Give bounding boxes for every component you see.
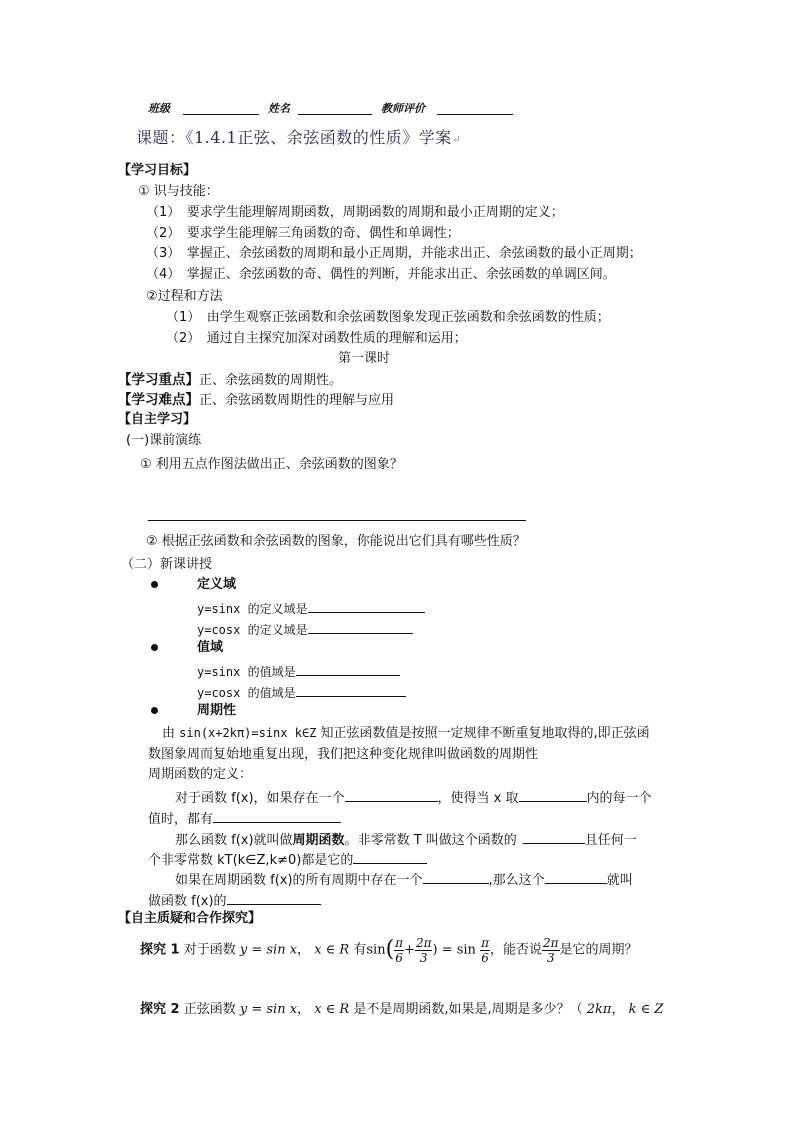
header-class-label: 班级 — [148, 102, 170, 115]
domain-cos-blank[interactable] — [308, 620, 413, 634]
objective-item-3: （3） 掌握正、余弦函数的周期和最小正周期，并能求出正、余弦函数的最小正周期； — [146, 246, 642, 261]
blank-nonzero-constant[interactable] — [345, 788, 438, 802]
blank-period[interactable] — [523, 830, 585, 844]
range-cos-blank[interactable] — [296, 683, 406, 697]
definition-line-3: 那么函数 f(x)就叫做周期函数。非零常数 T 叫做这个函数的 且任何一 — [175, 830, 637, 849]
answer-line-q1[interactable] — [148, 507, 526, 521]
header-name-label: 姓名 — [268, 102, 290, 115]
name-blank[interactable] — [298, 101, 372, 115]
difficulty-point: 【学习难点】正、余弦函数周期性的理解与应用 — [118, 392, 395, 408]
pre-class-practice: (一)课前演练 — [126, 433, 202, 448]
blank-min-period[interactable] — [227, 891, 321, 905]
teacher-blank[interactable] — [437, 101, 513, 115]
process-heading: ②过程和方法 — [146, 289, 223, 304]
definition-line-4: 个非零常数 kT(k∈Z,k≠0)都是它的 — [148, 850, 427, 869]
domain-sin-blank[interactable] — [308, 599, 425, 613]
definition-line-1: 对于函数 f(x)，如果存在一个 ，使得当 x 取 内的每一个 — [175, 788, 652, 807]
class-blank[interactable] — [183, 101, 259, 115]
blank-domain[interactable] — [519, 788, 587, 802]
objective-item-2: （2） 要求学生能理解三角函数的奇、偶性和单调性； — [146, 226, 460, 241]
domain-cos: y=cosx 的定义域是 — [197, 620, 413, 639]
process-item-1: （1） 由学生观察正弦函数和余弦函数图象发现正弦函数和余弦函数的性质； — [166, 310, 610, 325]
fraction-2pi-3: $\frac{2\pi}{3}$ — [415, 935, 432, 965]
period-paragraph-line1: 由 sin(x+2kπ)=sinx k∈Z 知正弦函数值是按照一定规律不断重复地取得的,即正弦函 — [162, 726, 650, 741]
period-paragraph-line2: 数图象周而复始地重复出现，我们把这种变化规律叫做函数的周期性 — [148, 747, 539, 762]
explore-1: 探究 1 对于函数 y = sin x， x ∈ R 有sin( $\frac{\pi}{6}$ + $\frac{2\pi}{3}$ ) = sin $\frac{\pi}{6}$ ，能否说 $\frac{2\pi}{3}$ 是它的周期？ — [140, 935, 638, 965]
definition-line-5: 如果在周期函数 f(x)的所有周期中存在一个 ,那么这个 就叫 — [175, 870, 633, 889]
blank-period-2[interactable] — [353, 850, 427, 864]
range-heading: 值域 — [197, 640, 224, 655]
lesson-label: 第一课时 — [338, 351, 391, 366]
page-title: 课题：《1.4.1正弦、余弦函数的性质》学案↵ — [136, 128, 462, 147]
key-point: 【学习重点】正、余弦函数的周期性。 — [118, 372, 343, 388]
fraction-pi-6: $\frac{\pi}{6}$ — [395, 935, 404, 965]
fraction-pi-6-rhs: $\frac{\pi}{6}$ — [481, 935, 489, 965]
bullet-icon — [151, 707, 158, 714]
new-lesson-heading: （二）新课讲授 — [121, 557, 213, 572]
explore-2: 探究 2 正弦函数 y = sin x， x ∈ R 是不是周期函数,如果是,周期是多少？（ 2kπ， k ∈ Z — [140, 1002, 664, 1017]
question-1: ① 利用五点作图法做出正、余弦函数的图象？ — [140, 457, 403, 472]
blank-number[interactable] — [545, 870, 607, 884]
self-study-heading: 【自主学习】 — [118, 412, 197, 427]
objective-item-1: （1） 要求学生能理解周期函数，周期函数的周期和最小正周期的定义； — [146, 205, 564, 220]
blank-equation[interactable] — [213, 809, 341, 823]
domain-sin: y=sinx 的定义域是 — [197, 599, 425, 618]
blank-smallest-positive[interactable] — [423, 870, 489, 884]
range-sin: y=sinx 的值域是 — [197, 662, 400, 681]
header-teacher-label: 教师评价 — [381, 102, 425, 115]
range-sin-blank[interactable] — [296, 662, 400, 676]
objectives-heading: 【学习目标】 — [118, 163, 197, 178]
domain-heading: 定义域 — [197, 577, 237, 592]
definition-heading: 周期函数的定义： — [148, 767, 253, 782]
range-cos: y=cosx 的值域是 — [197, 683, 406, 702]
definition-line-2: 值时，都有 — [148, 809, 341, 828]
fraction-2pi-3-q: $\frac{2\pi}{3}$ — [542, 935, 559, 965]
bullet-icon — [151, 644, 158, 651]
objective-item-4: （4） 掌握正、余弦函数的奇、偶性的判断，并能求出正、余弦函数的单调区间。 — [146, 267, 616, 282]
question-2: ② 根据正弦函数和余弦函数的图象，你能说出它们具有哪些性质？ — [146, 534, 526, 549]
knowledge-heading: ① 识与技能： — [138, 184, 219, 199]
explore-heading: 【自主质疑和合作探究】 — [118, 911, 262, 926]
definition-line-6: 做函数 f(x)的 — [148, 891, 321, 910]
bullet-icon — [151, 581, 158, 588]
period-heading: 周期性 — [197, 703, 237, 718]
process-item-2: （2） 通过自主探究加深对函数性质的理解和运用； — [166, 331, 467, 346]
